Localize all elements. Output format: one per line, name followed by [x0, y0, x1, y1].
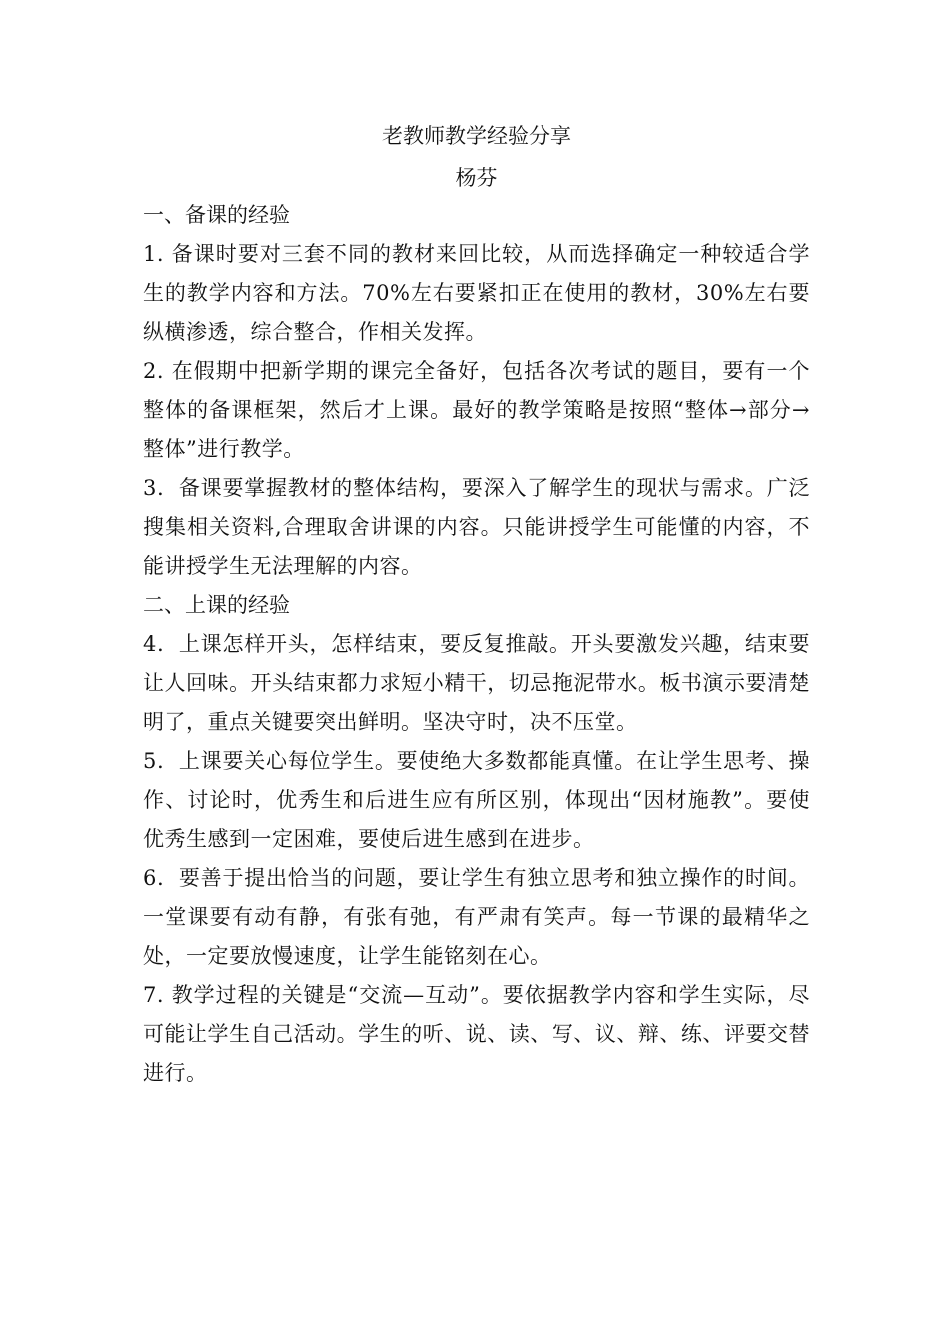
paragraph-3: 3．备课要掌握教材的整体结构，要深入了解学生的现状与需求。广泛搜集相关资料,合理取舍讲课的内容。只能讲授学生可能懂的内容，不能讲授学生无法理解的内容。 [143, 476, 810, 578]
section-teaching-in-class [143, 586, 810, 1093]
section-heading: 二、上课的经验 [143, 593, 290, 617]
paragraph-5: 5．上课要关心每位学生。要使绝大多数都能真懂。在让学生思考、操作、讨论时，优秀生和后进生应有所区别，体现出“因材施教”。要使优秀生感到一定困难，要使后进生感到在进步。 [143, 749, 810, 851]
section-heading: 一、备课的经验 [143, 203, 290, 227]
paragraph-2: 2. 在假期中把新学期的课完全备好，包括各次考试的题目，要有一个整体的备课框架，然后才上课。最好的教学策略是按照“整体→部分→整体”进行教学。 [143, 359, 810, 461]
document-author: 杨芬 [455, 166, 498, 190]
paragraph-4: 4．上课怎样开头，怎样结束，要反复推敲。开头要激发兴趣，结束要让人回味。开头结束都力求短小精干，切忌拖泥带水。板书演示要清楚明了，重点关键要突出鲜明。坚决守时，决不压堂。 [143, 632, 810, 734]
paragraph-1: 1. 备课时要对三套不同的教材来回比较，从而选择确定一种较适合学生的教学内容和方法。70%左右要紧扣正在使用的教材，30%左右要纵横渗透，综合整合，作相关发挥。 [143, 242, 810, 344]
paragraph-6: 6．要善于提出恰当的问题，要让学生有独立思考和独立操作的时间。一堂课要有动有静，有张有弛，有严肃有笑声。每一节课的最精华之处，一定要放慢速度，让学生能铭刻在心。 [143, 866, 810, 968]
document-title: 老教师教学经验分享 [382, 124, 571, 148]
section-lesson-preparation [143, 196, 810, 586]
paragraph-7: 7. 教学过程的关键是“交流—互动”。要依据教学内容和学生实际，尽可能让学生自己活动。学生的听、说、读、写、议、辩、练、评要交替进行。 [143, 983, 810, 1085]
